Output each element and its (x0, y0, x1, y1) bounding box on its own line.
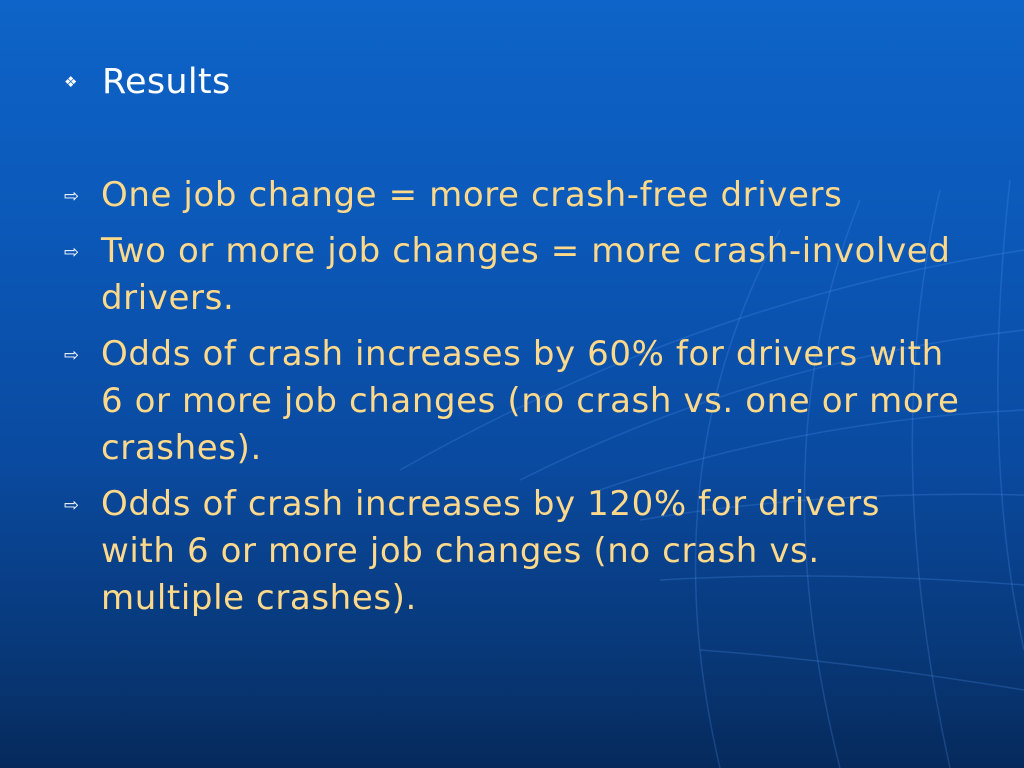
heading-row (64, 58, 230, 106)
arrow-bullet-icon: ⇨ (64, 345, 80, 366)
arrow-bullet-icon: ⇨ (64, 186, 80, 207)
list-item (64, 172, 964, 219)
arrow-bullet-icon: ⇨ (64, 242, 80, 263)
list-item (64, 481, 964, 622)
bullet-text: Odds of crash increases by 60% for drivers with 6 or more job changes (no crash vs. one or more crashes). (101, 334, 960, 468)
bullet-text: Odds of crash increases by 120% for drivers with 6 or more job changes (no crash vs. multiple crashes). (101, 484, 881, 618)
bullet-text: Two or more job changes = more crash-involved drivers. (101, 231, 951, 318)
bullet-list (64, 172, 964, 631)
arrow-bullet-icon: ⇨ (64, 495, 80, 516)
list-item (64, 228, 964, 322)
diamond-cluster-bullet-icon: ❖ (64, 72, 78, 91)
bullet-text: One job change = more crash-free drivers (101, 175, 843, 215)
list-item (64, 331, 964, 472)
slide-heading: Results (102, 62, 231, 102)
